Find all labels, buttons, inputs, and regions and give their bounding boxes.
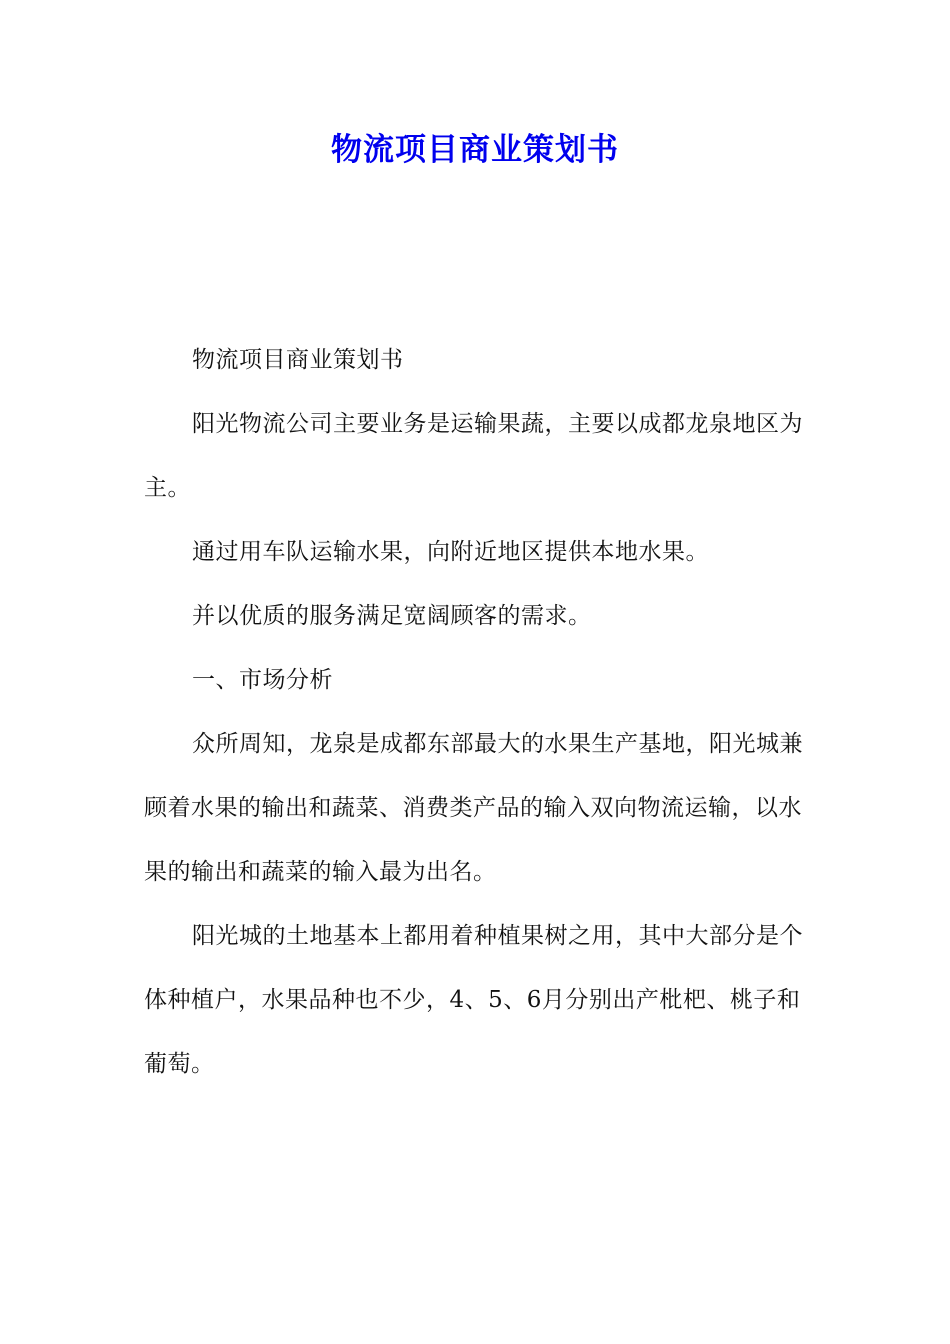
- paragraph-longquan-base: 众所周知，龙泉是成都东部最大的水果生产基地，阳光城兼顾着水果的输出和蔬菜、消费类产品的输入双向物流运输，以水果的输出和蔬菜的输入最为出名。: [144, 731, 803, 885]
- paragraph-company-business: 阳光物流公司主要业务是运输果蔬，主要以成都龙泉地区为主。: [144, 411, 803, 501]
- paragraph-fleet-transport: 通过用车队运输水果，向附近地区提供本地水果。: [192, 539, 709, 565]
- paragraph-service-quality: 并以优质的服务满足宽阔顾客的需求。: [192, 603, 592, 629]
- paragraph-sunshine-city-land: 阳光城的土地基本上都用着种植果树之用，其中大部分是个体种植户，水果品种也不少，4、5、6月分别出产枇杷、桃子和葡萄。: [144, 923, 803, 1077]
- section-heading-market-analysis: 一、市场分析: [192, 667, 333, 693]
- paragraph-subtitle: 物流项目商业策划书: [192, 347, 404, 373]
- document-body: [144, 328, 808, 1096]
- document-title: 物流项目商业策划书: [331, 132, 619, 168]
